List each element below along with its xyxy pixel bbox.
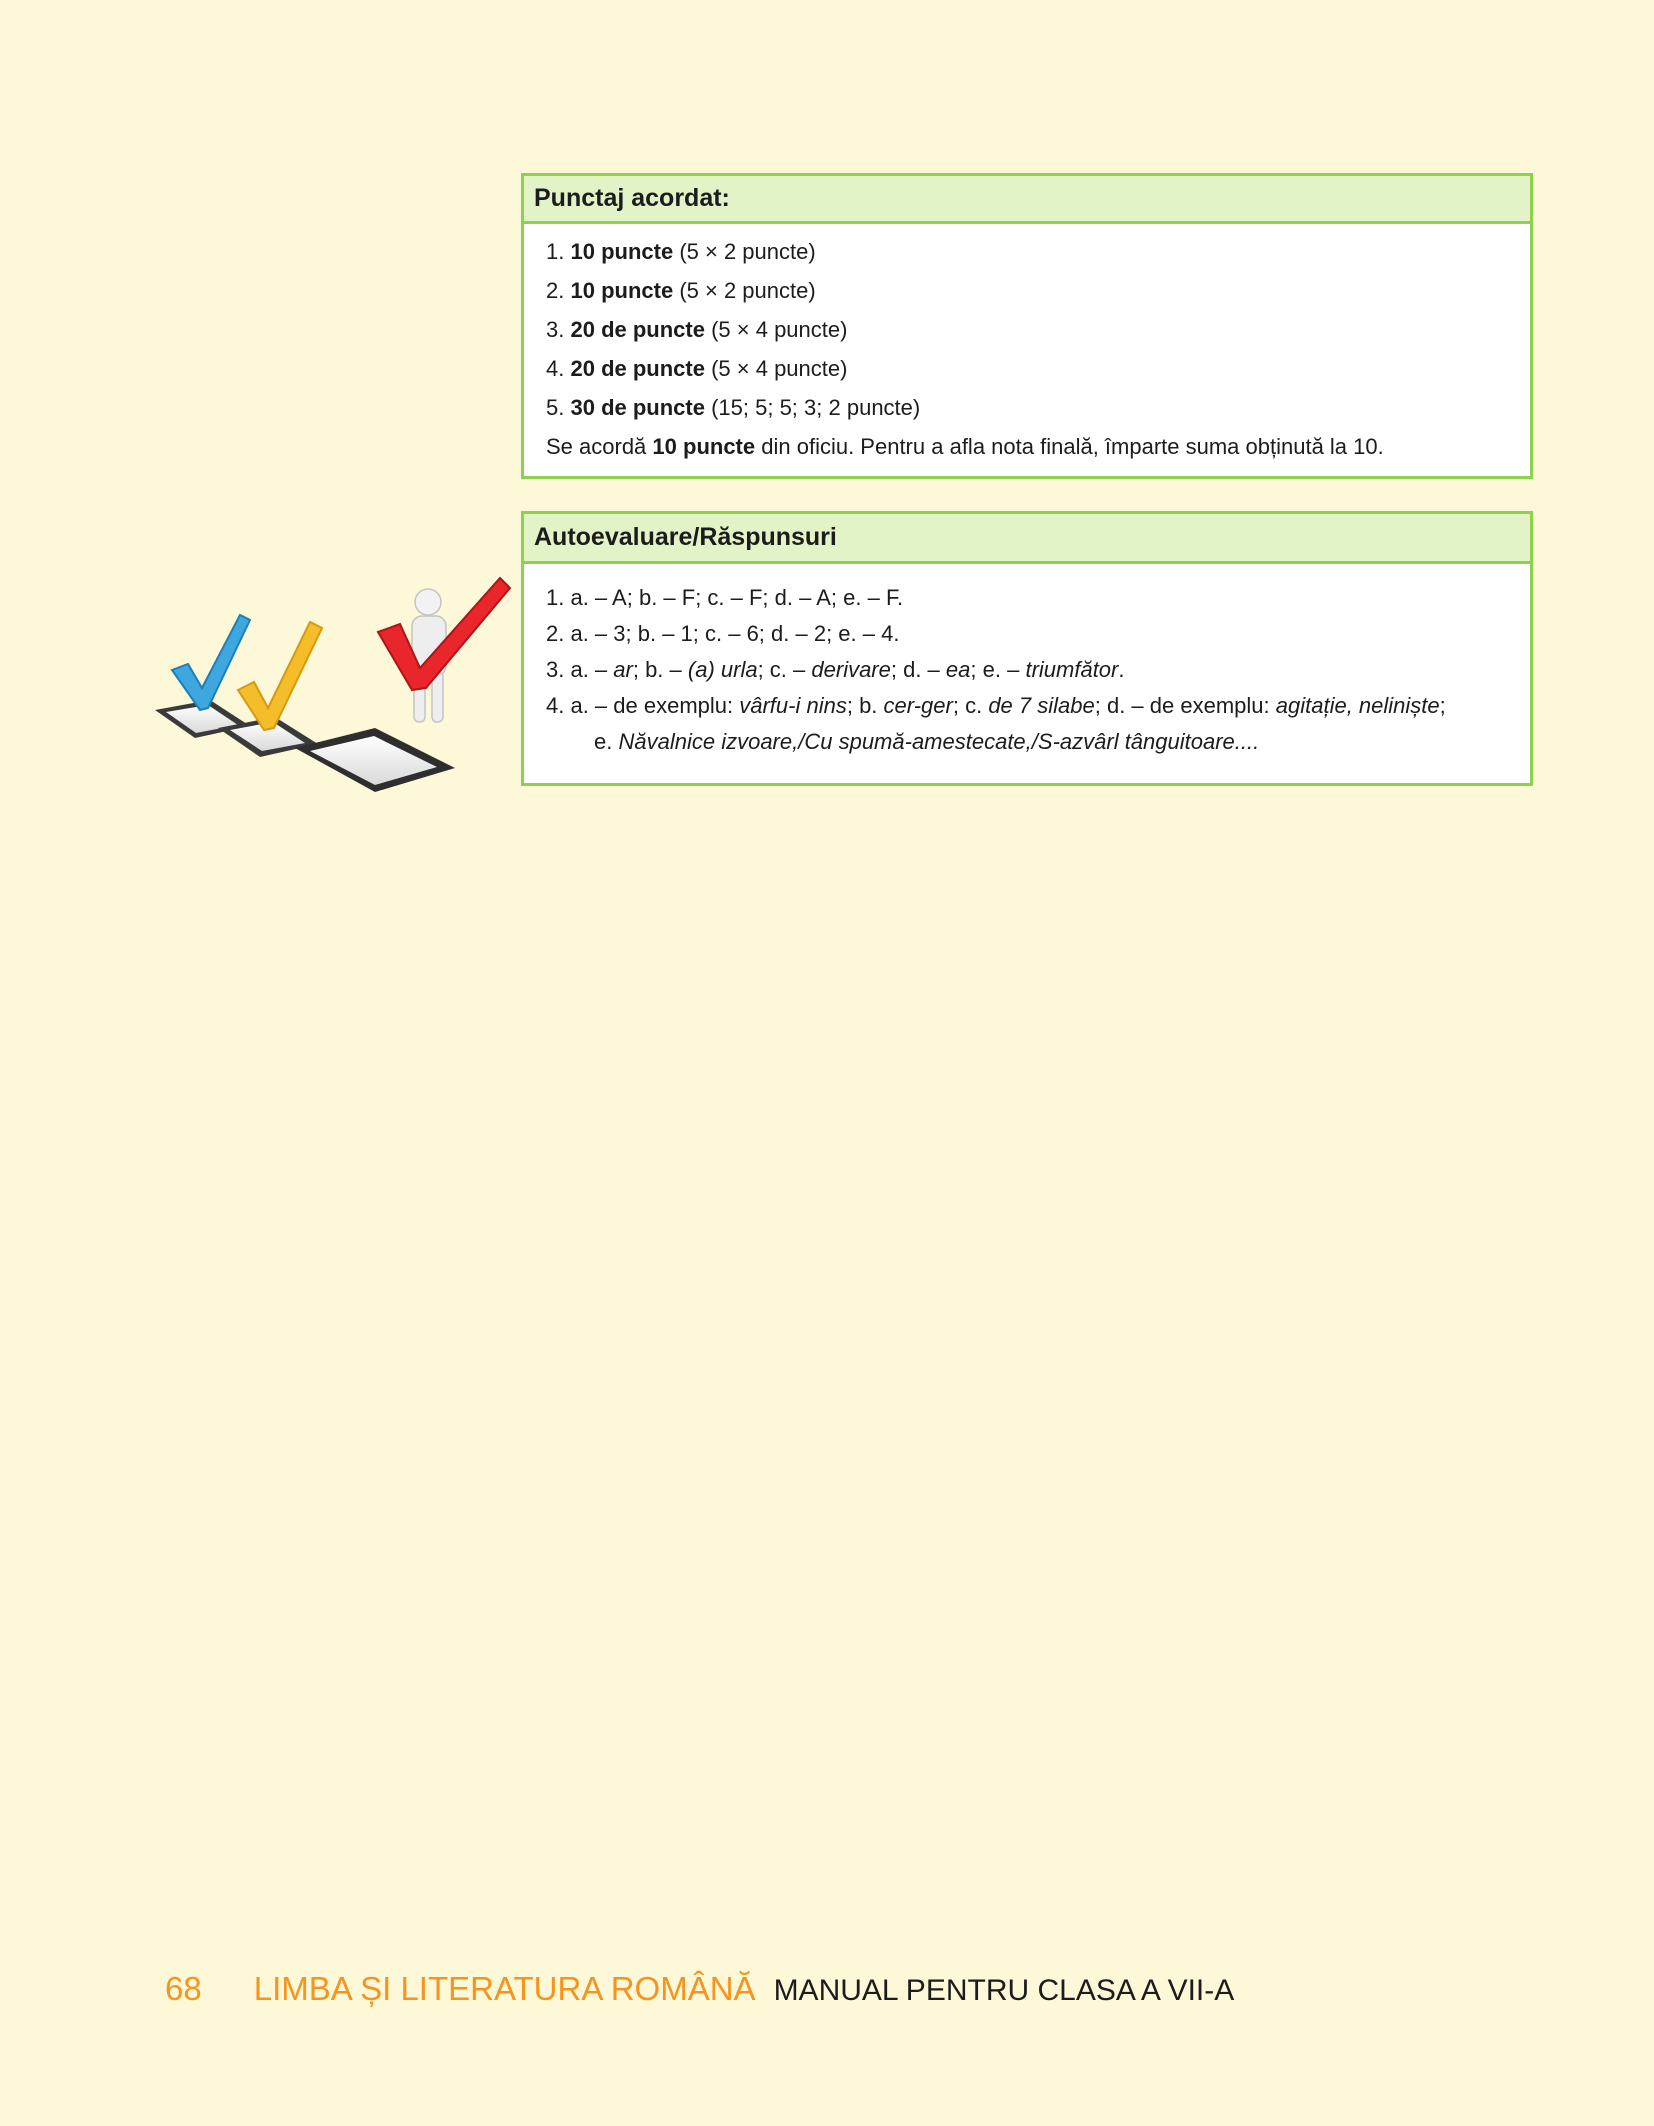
page-footer <box>165 1970 1234 2008</box>
answers-list <box>524 564 1530 760</box>
yellow-check-icon <box>238 622 322 730</box>
scoring-item: 4. 20 de puncte (5 × 4 puncte) <box>546 356 848 381</box>
blue-check-icon <box>172 615 250 710</box>
answer-line-2: 2. a. – 3; b. – 1; c. – 6; d. – 2; e. – 4. <box>546 621 900 646</box>
answer-line-5: e. Năvalnice izvoare,/Cu spumă-amestecate,/S-azvârl tânguitoare.... <box>594 729 1260 754</box>
book-subtitle: MANUAL PENTRU CLASA A VII-A <box>773 1974 1235 2007</box>
scoring-note: Se acordă 10 puncte din oficiu. Pentru a afla nota finală, împarte suma obținută la 10. <box>546 434 1384 459</box>
page-number: 68 <box>165 1970 202 2007</box>
answer-line-4: 4. a. – de exemplu: vârfu-i nins; b. cer-ger; c. de 7 silabe; d. – de exemplu: agitație, neliniște; <box>546 693 1446 718</box>
scoring-box <box>521 173 1533 479</box>
scoring-item: 5. 30 de puncte (15; 5; 5; 3; 2 puncte) <box>546 395 921 420</box>
scoring-box-header: Punctaj acordat: <box>524 176 1530 224</box>
checkbox-square-3 <box>295 728 455 792</box>
self-assessment-header: Autoevaluare/Răspunsuri <box>524 514 1530 564</box>
book-title: LIMBA ȘI LITERATURA ROMÂNĂ <box>253 1970 756 2007</box>
checkmarks-figure-icon <box>150 560 520 820</box>
answer-line-3: 3. a. – ar; b. – (a) urla; c. – derivare; d. – ea; e. – triumfător. <box>546 657 1125 682</box>
answer-line-1: 1. a. – A; b. – F; c. – F; d. – A; e. – F. <box>546 585 904 610</box>
scoring-item: 2. 10 puncte (5 × 2 puncte) <box>546 278 816 303</box>
scoring-list <box>524 224 1530 466</box>
self-assessment-box <box>521 511 1533 786</box>
scoring-item: 3. 20 de puncte (5 × 4 puncte) <box>546 317 848 342</box>
scoring-item: 1. 10 puncte (5 × 2 puncte) <box>546 239 816 264</box>
